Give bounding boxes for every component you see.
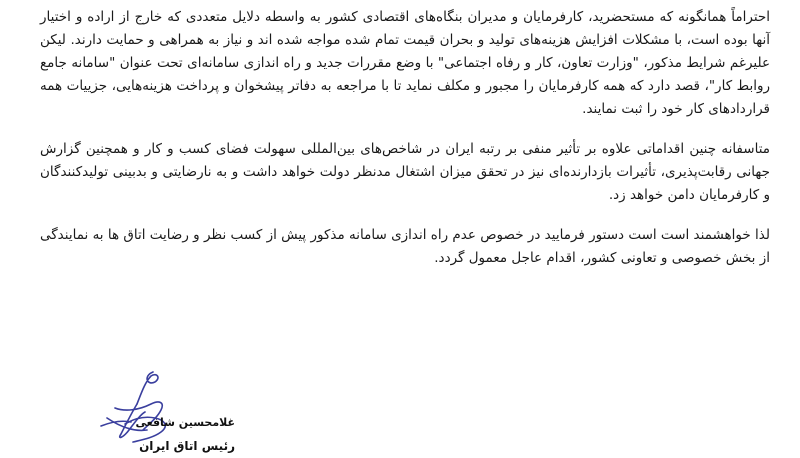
letter-paragraph-2: متاسفانه چنین اقداماتی علاوه بر تأثیر منفی بر رتبه ایران در شاخص‌های بین‌المللی سهولت فضای کسب و کار و همچنین گزارش جهانی رقابت‌پذیری، تأثیرات بازدارنده‌ای نیز در تحقق میزان اشتغال مدنظر دولت خواهد داشت و به نارضایتی و بدبینی تولیدکنندگان و کارفرمایان دامن خواهد زد. <box>40 141 770 203</box>
letter-body <box>40 6 770 287</box>
letter-paragraph-3: لذا خواهشمند است است دستور فرمایید در خصوص عدم راه اندازی سامانه مذکور پیش از کسب نظر و رضایت اتاق ها به نمایندگی از بخش خصوصی و تعاونی کشور، اقدام عاجل معمول گردد. <box>40 227 770 266</box>
signer-title: رئیس اتاق ایران <box>139 439 235 453</box>
signer-name: غلامحسین شافعی <box>135 416 235 429</box>
handwritten-signature <box>95 368 215 448</box>
signature-block <box>95 368 235 458</box>
letter-paragraph-1: احتراماً همانگونه که مستحضرید، کارفرمایان و مدیران بنگاه‌های اقتصادی کشور به واسطه دلایل متعددی که خارج از اراده و اختیار آنها بوده است، با مشکلات افزایش هزینه‌های تولید و بحران قیمت تمام شده مواجه شده اند و نیاز به همراهی و حمایت دارند. لیکن علیرغم شرایط مذکور، "وزارت تعاون، کار و رفاه اجتماعی" با وضع مقررات جدید و راه اندازی سامانه‌ای تحت عنوان "سامانه جامع روابط کار"، قصد دارد که همه کارفرمایان را مجبور و مکلف نماید تا با مراجعه به دفاتر پیشخوان و پرداخت هزینه‌هایی، جزییات همه قراردادهای کار خود را ثبت نمایند. <box>40 9 770 117</box>
